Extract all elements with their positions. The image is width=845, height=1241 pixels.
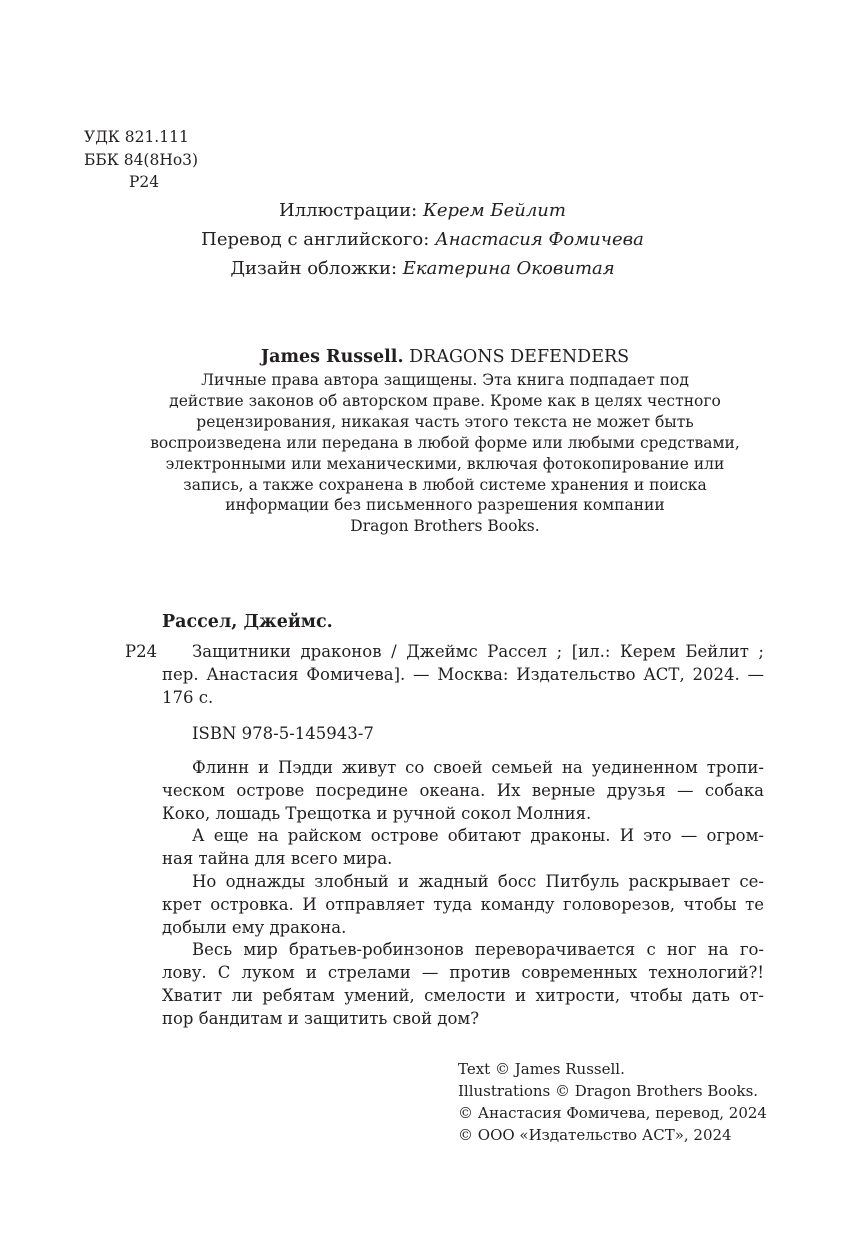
udk-code: УДК 821.111: [84, 128, 189, 146]
annotation-line: Коко, лошадь Трещотка и ручной сокол Молния.: [162, 803, 592, 823]
annotation-line: крет островка. И отправляет туда команду головорезов, чтобы те: [162, 894, 764, 914]
rights-line: электронными или механическими, включая фотокопирование или: [165, 454, 725, 473]
annotation-line: ная тайна для всего мира.: [162, 849, 393, 869]
rights-line: воспроизведена или передана в любой форме или любыми средствами,: [150, 433, 740, 452]
rights-line: информации без письменного разрешения компании: [225, 496, 665, 515]
annotation: [162, 757, 764, 1031]
annotation-line: лову. С луком и стрелами — против современных технологий?!: [162, 963, 764, 983]
copyright-line: © Анастасия Фомичева, перевод, 2024: [458, 1104, 767, 1122]
annotation-line: Весь мир братьев-робинзонов переворачивается с ног на го-: [192, 940, 764, 960]
annotation-line: А еще на райском острове обитают драконы. И это — огром-: [192, 826, 764, 846]
classification-block: [84, 126, 198, 194]
copyright-line: © ООО «Издательство АСТ», 2024: [458, 1126, 732, 1144]
biblio-line: пер. Анастасия Фомичева]. — Москва: Издательство АСТ, 2024. —: [162, 665, 764, 684]
credit-name: Екатерина Оковитая: [402, 258, 615, 279]
credit-name: Керем Бейлит: [422, 200, 566, 221]
annotation-line: Флинн и Пэдди живут со своей семьей на уединенном тропи-: [192, 758, 764, 777]
original-title: DRAGONS DEFENDERS: [403, 347, 630, 367]
credit-name: Анастасия Фомичева: [435, 229, 644, 250]
annotation-line: пор бандитам и защитить свой дом?: [162, 1008, 480, 1028]
author-code: Р24: [129, 173, 160, 191]
rights-line: запись, а также сохранена в любой системе хранения и поиска: [183, 475, 707, 494]
bbk-code: ББК 84(8Но3): [84, 150, 199, 169]
credit-label: Дизайн обложки:: [230, 258, 403, 279]
credit-label: Перевод с английского:: [201, 229, 436, 250]
isbn: ISBN 978-5-145943-7: [192, 724, 374, 743]
annotation-line: Хватит ли ребятам умений, смелости и хитрости, чтобы дать от-: [162, 985, 764, 1005]
credits-block: [0, 196, 845, 283]
copyright-line: Text © James Russell.: [458, 1060, 625, 1078]
original-author: James Russell.: [260, 347, 404, 367]
credit-label: Иллюстрации:: [279, 200, 423, 221]
biblio-line: 176 с.: [162, 688, 214, 707]
bibliographic-description: [162, 640, 764, 709]
rights-line: Личные права автора защищены. Эта книга подпадает под: [201, 371, 689, 389]
original-title-line: [110, 344, 780, 370]
annotation-line: добыли ему дракона.: [162, 917, 347, 937]
annotation-line: ческом острове посредине океана. Их верные друзья — собака: [162, 780, 764, 800]
rights-line: Dragon Brothers Books.: [350, 517, 540, 536]
annotation-line: Но однажды злобный и жадный босс Питбуль раскрывает се-: [192, 871, 764, 891]
rights-notice: [110, 344, 780, 537]
credit-cover-design: [0, 254, 845, 283]
catalog-code: Р24: [125, 642, 158, 661]
copyright-line: Illustrations © Dragon Brothers Books.: [458, 1082, 759, 1100]
rights-line: действие законов об авторском праве. Кроме как в целях честного: [169, 391, 721, 410]
copyright-block: [458, 1058, 767, 1146]
catalog-author-heading: Рассел, Джеймс.: [162, 612, 333, 632]
rights-line: рецензирования, никакая часть этого текста не может быть: [196, 412, 694, 431]
biblio-line: Защитники драконов / Джеймс Рассел ; [ил.: Керем Бейлит ;: [192, 642, 764, 661]
credit-illustrations: [0, 196, 845, 225]
credit-translation: [0, 225, 845, 254]
